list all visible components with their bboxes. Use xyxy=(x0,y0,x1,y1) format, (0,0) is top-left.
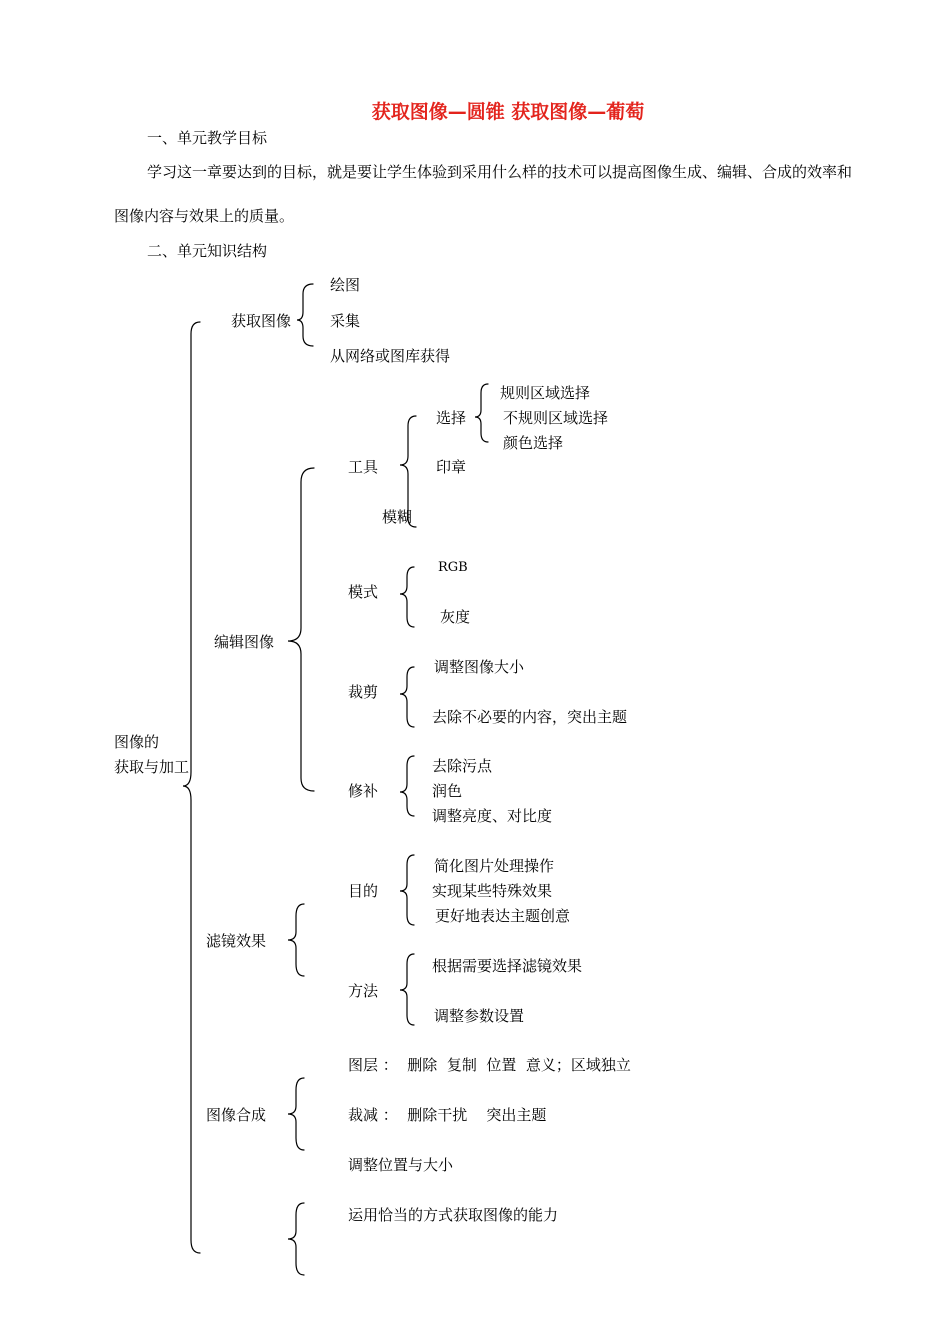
compose-layer: 图层 ： 删除 复制 位置 意义；区域独立 xyxy=(348,1056,631,1074)
select-label: 选择 xyxy=(436,409,467,427)
crop-label: 裁剪 xyxy=(348,683,379,701)
select-item: 不规则区域选择 xyxy=(503,409,609,427)
repair-bracket xyxy=(400,756,414,816)
repair-item: 润色 xyxy=(432,782,463,800)
acquire-bracket xyxy=(297,284,313,346)
stamp-label: 印章 xyxy=(436,458,467,476)
select-bracket xyxy=(475,384,488,442)
select-item: 颜色选择 xyxy=(503,434,564,452)
repair-label: 修补 xyxy=(348,782,379,800)
repair-item: 调整亮度、对比度 xyxy=(432,807,553,825)
filter-label: 滤镜效果 xyxy=(206,932,267,950)
edit-label: 编辑图像 xyxy=(214,633,275,651)
repair-item: 去除污点 xyxy=(432,757,493,775)
root-label-line1: 图像的 xyxy=(114,733,160,751)
acquire-item: 绘图 xyxy=(330,276,361,294)
method-label: 方法 xyxy=(348,982,379,1000)
purpose-item: 实现某些特殊效果 xyxy=(432,882,553,900)
compose-bracket xyxy=(288,1078,304,1150)
select-item: 规则区域选择 xyxy=(500,384,591,402)
compose-label: 图像合成 xyxy=(206,1106,267,1124)
ability-bracket xyxy=(288,1203,304,1275)
method-item: 根据需要选择滤镜效果 xyxy=(432,957,583,975)
mode-item: 灰度 xyxy=(440,608,471,626)
filter-bracket xyxy=(288,904,304,976)
blur-label: 模糊 xyxy=(382,508,413,526)
purpose-item: 更好地表达主题创意 xyxy=(435,907,571,925)
method-item: 调整参数设置 xyxy=(434,1007,525,1025)
acquire-item: 采集 xyxy=(330,312,361,330)
section-1-paragraph-text: 学习这一章要达到的目标，就是要让学生体验到采用什么样的技术可以提高图像生成、编辑、合成的效率和图像内容与效果上的质量。 xyxy=(114,163,853,225)
mode-label: 模式 xyxy=(348,583,379,601)
compose-cut: 裁减 ： 删除干扰 突出主题 xyxy=(348,1106,547,1124)
purpose-item: 简化图片处理操作 xyxy=(434,857,555,875)
purpose-label: 目的 xyxy=(348,882,379,900)
page-title: 获取图像—圆锥 获取图像—葡萄 xyxy=(371,101,645,123)
tools-label: 工具 xyxy=(348,458,379,476)
compose-adjust: 调整位置与大小 xyxy=(348,1156,454,1174)
acquire-item: 从网络或图库获得 xyxy=(330,347,451,365)
crop-bracket xyxy=(400,667,414,727)
ability-item: 运用恰当的方式获取图像的能力 xyxy=(348,1206,559,1224)
acquire-label: 获取图像 xyxy=(231,312,292,330)
mode-item: RGB xyxy=(438,560,468,575)
edit-bracket xyxy=(288,468,314,791)
mode-bracket xyxy=(400,567,414,627)
purpose-bracket xyxy=(400,855,414,925)
crop-item: 调整图像大小 xyxy=(434,658,525,676)
section-1-heading: 一、单元教学目标 xyxy=(147,129,268,147)
section-2-heading: 二、单元知识结构 xyxy=(147,242,268,260)
method-bracket xyxy=(400,954,414,1025)
crop-item: 去除不必要的内容，突出主题 xyxy=(432,708,628,726)
root-bracket xyxy=(183,322,200,1253)
root-label-line2: 获取与加工 xyxy=(114,758,190,776)
